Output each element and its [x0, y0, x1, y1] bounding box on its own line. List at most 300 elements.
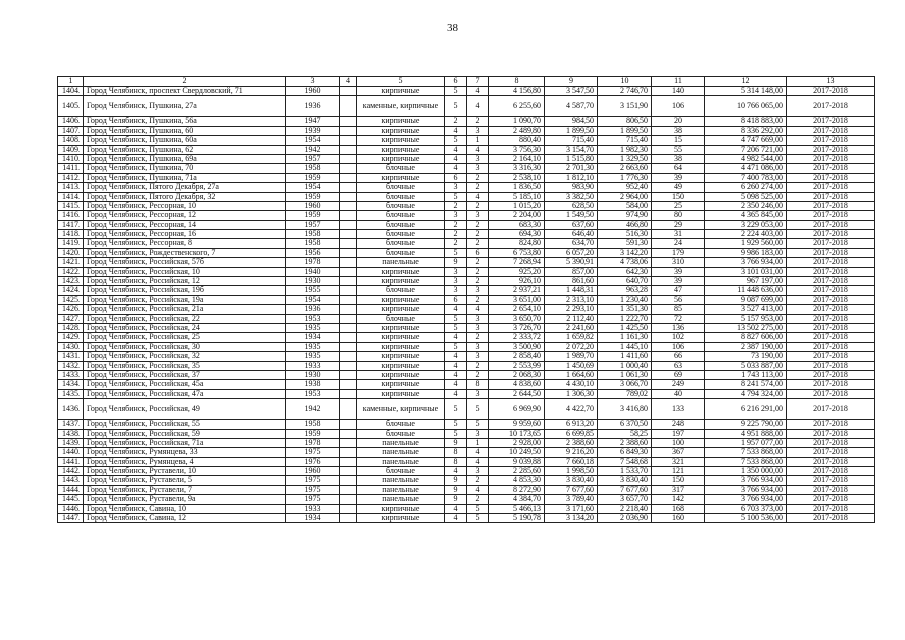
repair-period-cell: 2017-2018 [787, 248, 875, 257]
owned-area-cell: 1 533,70 [598, 467, 652, 476]
year-built-cell: 1934 [286, 514, 340, 523]
owned-area-cell: 1 161,30 [598, 333, 652, 342]
entrances-cell: 5 [467, 504, 489, 513]
total-area-cell: 2 489,80 [489, 126, 545, 135]
col-4-cell [340, 361, 357, 370]
repair-period-cell: 2017-2018 [787, 504, 875, 513]
year-built-cell: 1935 [286, 342, 340, 351]
address-cell: Город Челябинск, Рессорная, 14 [84, 220, 286, 229]
address-cell: Город Челябинск, Российская, 45а [84, 380, 286, 389]
address-cell: Город Челябинск, Российская, 57б [84, 258, 286, 267]
entrances-cell: 5 [467, 399, 489, 420]
residential-area-cell: 1 448,31 [545, 286, 598, 295]
row-number-cell: 1423. [58, 277, 84, 286]
col-4-cell [340, 314, 357, 323]
entrances-cell: 4 [467, 87, 489, 96]
table-row [58, 126, 875, 135]
floors-cell: 4 [445, 380, 467, 389]
year-built-cell: 1959 [286, 173, 340, 182]
address-cell: Город Челябинск, Российская, 10 [84, 267, 286, 276]
table-row [58, 173, 875, 182]
table-row [58, 389, 875, 398]
year-built-cell: 1942 [286, 399, 340, 420]
residential-area-cell: 2 112,40 [545, 314, 598, 323]
floors-cell: 2 [445, 201, 467, 210]
year-built-cell: 1959 [286, 429, 340, 438]
floors-cell: 5 [445, 420, 467, 429]
estimated-cost-cell: 3 527 413,00 [705, 305, 787, 314]
entrances-cell: 3 [467, 429, 489, 438]
residential-area-cell: 2 072,20 [545, 342, 598, 351]
address-cell: Город Челябинск, Руставели, 5 [84, 476, 286, 485]
repair-period-cell: 2017-2018 [787, 305, 875, 314]
wall-material-cell: кирпичные [357, 267, 445, 276]
header-cell: 6 [445, 77, 467, 87]
total-area-cell: 2 928,00 [489, 438, 545, 447]
estimated-cost-cell: 4 951 888,00 [705, 429, 787, 438]
year-built-cell: 1954 [286, 295, 340, 304]
row-number-cell: 1427. [58, 314, 84, 323]
entrances-cell: 2 [467, 277, 489, 286]
table-row [58, 448, 875, 457]
address-cell: Город Челябинск, Пушкина, 60 [84, 126, 286, 135]
entrances-cell: 8 [467, 380, 489, 389]
residents-cell: 142 [652, 495, 705, 504]
residents-cell: 133 [652, 399, 705, 420]
floors-cell: 2 [445, 230, 467, 239]
residential-area-cell: 4 430,10 [545, 380, 598, 389]
address-cell: Город Челябинск, Российская, 19б [84, 286, 286, 295]
residential-area-cell: 2 701,30 [545, 164, 598, 173]
row-number-cell: 1420. [58, 248, 84, 257]
floors-cell: 2 [445, 220, 467, 229]
year-built-cell: 1935 [286, 323, 340, 332]
table-row [58, 314, 875, 323]
row-number-cell: 1431. [58, 352, 84, 361]
page-number: 38 [447, 22, 458, 34]
owned-area-cell: 2 663,60 [598, 164, 652, 173]
residents-cell: 69 [652, 370, 705, 379]
floors-cell: 4 [445, 370, 467, 379]
table-row [58, 399, 875, 420]
residential-area-cell: 861,60 [545, 277, 598, 286]
col-4-cell [340, 504, 357, 513]
wall-material-cell: кирпичные [357, 504, 445, 513]
repair-period-cell: 2017-2018 [787, 230, 875, 239]
wall-material-cell: кирпичные [357, 117, 445, 126]
wall-material-cell: кирпичные [357, 389, 445, 398]
row-number-cell: 1445. [58, 495, 84, 504]
residential-area-cell: 2 241,60 [545, 323, 598, 332]
residential-area-cell: 983,90 [545, 183, 598, 192]
entrances-cell: 4 [467, 96, 489, 117]
col-4-cell [340, 211, 357, 220]
entrances-cell: 3 [467, 154, 489, 163]
address-cell: Город Челябинск, Российская, 37 [84, 370, 286, 379]
residents-cell: 179 [652, 248, 705, 257]
floors-cell: 4 [445, 126, 467, 135]
wall-material-cell: панельные [357, 457, 445, 466]
col-4-cell [340, 305, 357, 314]
owned-area-cell: 3 066,70 [598, 380, 652, 389]
year-built-cell: 1956 [286, 248, 340, 257]
entrances-cell: 2 [467, 220, 489, 229]
owned-area-cell: 642,30 [598, 267, 652, 276]
header-cell: 4 [340, 77, 357, 87]
table-row [58, 429, 875, 438]
entrances-cell: 2 [467, 495, 489, 504]
address-cell: Город Челябинск, Пушкина, 71а [84, 173, 286, 182]
residents-cell: 136 [652, 323, 705, 332]
owned-area-cell: 1 425,50 [598, 323, 652, 332]
address-cell: Город Челябинск, Пушкина, 56а [84, 117, 286, 126]
total-area-cell: 4 838,60 [489, 380, 545, 389]
year-built-cell: 1955 [286, 286, 340, 295]
table-row [58, 211, 875, 220]
total-area-cell: 7 268,94 [489, 258, 545, 267]
year-built-cell: 1930 [286, 370, 340, 379]
repair-period-cell: 2017-2018 [787, 429, 875, 438]
wall-material-cell: панельные [357, 495, 445, 504]
wall-material-cell: кирпичные [357, 370, 445, 379]
residential-area-cell: 5 390,91 [545, 258, 598, 267]
wall-material-cell: блочные [357, 230, 445, 239]
floors-cell: 4 [445, 305, 467, 314]
col-4-cell [340, 333, 357, 342]
residents-cell: 47 [652, 286, 705, 295]
table-row [58, 514, 875, 523]
col-4-cell [340, 154, 357, 163]
residents-cell: 102 [652, 333, 705, 342]
repair-period-cell: 2017-2018 [787, 314, 875, 323]
wall-material-cell: кирпичные [357, 126, 445, 135]
entrances-cell: 3 [467, 342, 489, 351]
total-area-cell: 8 272,90 [489, 485, 545, 494]
residents-cell: 168 [652, 504, 705, 513]
col-4-cell [340, 448, 357, 457]
row-number-cell: 1430. [58, 342, 84, 351]
estimated-cost-cell: 8 336 292,00 [705, 126, 787, 135]
owned-area-cell: 2 388,60 [598, 438, 652, 447]
table-row [58, 117, 875, 126]
wall-material-cell: блочные [357, 420, 445, 429]
entrances-cell: 3 [467, 323, 489, 332]
floors-cell: 6 [445, 173, 467, 182]
col-4-cell [340, 248, 357, 257]
total-area-cell: 2 164,10 [489, 154, 545, 163]
floors-cell: 8 [445, 457, 467, 466]
estimated-cost-cell: 5 314 148,00 [705, 87, 787, 96]
entrances-cell: 3 [467, 211, 489, 220]
header-cell: 11 [652, 77, 705, 87]
year-built-cell: 1933 [286, 361, 340, 370]
repair-period-cell: 2017-2018 [787, 136, 875, 145]
wall-material-cell: каменные, кирпичные [357, 399, 445, 420]
residents-cell: 140 [652, 87, 705, 96]
repair-period-cell: 2017-2018 [787, 495, 875, 504]
residents-cell: 56 [652, 295, 705, 304]
year-built-cell: 1940 [286, 267, 340, 276]
entrances-cell: 4 [467, 192, 489, 201]
floors-cell: 4 [445, 389, 467, 398]
year-built-cell: 1953 [286, 314, 340, 323]
total-area-cell: 694,30 [489, 230, 545, 239]
col-4-cell [340, 201, 357, 210]
estimated-cost-cell: 6 216 291,00 [705, 399, 787, 420]
col-4-cell [340, 467, 357, 476]
floors-cell: 4 [445, 154, 467, 163]
header-cell: 5 [357, 77, 445, 87]
wall-material-cell: кирпичные [357, 173, 445, 182]
col-4-cell [340, 295, 357, 304]
table-row [58, 230, 875, 239]
row-number-cell: 1439. [58, 438, 84, 447]
estimated-cost-cell: 4 794 324,00 [705, 389, 787, 398]
owned-area-cell: 516,30 [598, 230, 652, 239]
estimated-cost-cell: 13 502 275,00 [705, 323, 787, 332]
total-area-cell: 4 156,80 [489, 87, 545, 96]
residents-cell: 39 [652, 173, 705, 182]
total-area-cell: 4 384,70 [489, 495, 545, 504]
address-cell: Город Челябинск, Румянцева, 33 [84, 448, 286, 457]
year-built-cell: 1959 [286, 192, 340, 201]
year-built-cell: 1960 [286, 467, 340, 476]
col-4-cell [340, 429, 357, 438]
repair-period-cell: 2017-2018 [787, 399, 875, 420]
row-number-cell: 1424. [58, 286, 84, 295]
residential-area-cell: 3 382,50 [545, 192, 598, 201]
residents-cell: 25 [652, 201, 705, 210]
entrances-cell: 3 [467, 126, 489, 135]
total-area-cell: 3 651,00 [489, 295, 545, 304]
estimated-cost-cell: 5 100 536,00 [705, 514, 787, 523]
row-number-cell: 1421. [58, 258, 84, 267]
residential-area-cell: 2 293,10 [545, 305, 598, 314]
wall-material-cell: кирпичные [357, 333, 445, 342]
repair-period-cell: 2017-2018 [787, 361, 875, 370]
row-number-cell: 1435. [58, 389, 84, 398]
residential-area-cell: 3 154,70 [545, 145, 598, 154]
repair-period-cell: 2017-2018 [787, 448, 875, 457]
wall-material-cell: блочные [357, 211, 445, 220]
floors-cell: 5 [445, 248, 467, 257]
wall-material-cell: панельные [357, 485, 445, 494]
owned-area-cell: 715,40 [598, 136, 652, 145]
total-area-cell: 1 015,20 [489, 201, 545, 210]
total-area-cell: 2 333,72 [489, 333, 545, 342]
repair-period-cell: 2017-2018 [787, 126, 875, 135]
residential-area-cell: 3 134,20 [545, 514, 598, 523]
address-cell: Город Челябинск, Российская, 59 [84, 429, 286, 438]
entrances-cell: 4 [467, 145, 489, 154]
residents-cell: 317 [652, 485, 705, 494]
col-4-cell [340, 352, 357, 361]
owned-area-cell: 640,70 [598, 277, 652, 286]
estimated-cost-cell: 7 206 721,00 [705, 145, 787, 154]
row-number-cell: 1433. [58, 370, 84, 379]
residential-area-cell: 9 216,20 [545, 448, 598, 457]
table-row [58, 504, 875, 513]
entrances-cell: 5 [467, 514, 489, 523]
owned-area-cell: 952,40 [598, 183, 652, 192]
address-cell: Город Челябинск, Российская, 22 [84, 314, 286, 323]
entrances-cell: 2 [467, 230, 489, 239]
year-built-cell: 1930 [286, 277, 340, 286]
floors-cell: 3 [445, 267, 467, 276]
floors-cell: 5 [445, 136, 467, 145]
table-row [58, 476, 875, 485]
floors-cell: 5 [445, 342, 467, 351]
residents-cell: 55 [652, 145, 705, 154]
estimated-cost-cell: 2 387 190,00 [705, 342, 787, 351]
entrances-cell: 3 [467, 389, 489, 398]
repair-period-cell: 2017-2018 [787, 154, 875, 163]
repair-period-cell: 2017-2018 [787, 211, 875, 220]
total-area-cell: 4 853,30 [489, 476, 545, 485]
table-row [58, 305, 875, 314]
residential-area-cell: 7 677,60 [545, 485, 598, 494]
wall-material-cell: панельные [357, 448, 445, 457]
year-built-cell: 1978 [286, 438, 340, 447]
floors-cell: 4 [445, 333, 467, 342]
residential-area-cell: 1 306,30 [545, 389, 598, 398]
address-cell: Город Челябинск, Российская, 55 [84, 420, 286, 429]
year-built-cell: 1976 [286, 457, 340, 466]
owned-area-cell: 3 416,80 [598, 399, 652, 420]
wall-material-cell: блочные [357, 248, 445, 257]
residents-cell: 38 [652, 126, 705, 135]
col-4-cell [340, 514, 357, 523]
entrances-cell: 2 [467, 333, 489, 342]
floors-cell: 3 [445, 277, 467, 286]
wall-material-cell: блочные [357, 220, 445, 229]
address-cell: Город Челябинск, Пушкина, 69а [84, 154, 286, 163]
owned-area-cell: 1 411,60 [598, 352, 652, 361]
col-4-cell [340, 370, 357, 379]
total-area-cell: 1 090,70 [489, 117, 545, 126]
residential-area-cell: 4 422,70 [545, 399, 598, 420]
floors-cell: 9 [445, 495, 467, 504]
total-area-cell: 2 204,00 [489, 211, 545, 220]
housing-register-table [57, 76, 875, 523]
col-4-cell [340, 476, 357, 485]
residents-cell: 80 [652, 211, 705, 220]
year-built-cell: 1978 [286, 258, 340, 267]
residents-cell: 160 [652, 514, 705, 523]
total-area-cell: 3 756,30 [489, 145, 545, 154]
estimated-cost-cell: 9 225 790,00 [705, 420, 787, 429]
residential-area-cell: 1 659,82 [545, 333, 598, 342]
owned-area-cell: 6 849,30 [598, 448, 652, 457]
entrances-cell: 3 [467, 467, 489, 476]
col-4-cell [340, 164, 357, 173]
owned-area-cell: 2 036,90 [598, 514, 652, 523]
address-cell: Город Челябинск, Российская, 21а [84, 305, 286, 314]
table-row [58, 361, 875, 370]
floors-cell: 9 [445, 485, 467, 494]
total-area-cell: 824,80 [489, 239, 545, 248]
residential-area-cell: 3 547,50 [545, 87, 598, 96]
table-row [58, 258, 875, 267]
total-area-cell: 1 836,50 [489, 183, 545, 192]
owned-area-cell: 1 222,70 [598, 314, 652, 323]
residential-area-cell: 1 515,80 [545, 154, 598, 163]
owned-area-cell: 591,30 [598, 239, 652, 248]
entrances-cell: 3 [467, 352, 489, 361]
residential-area-cell: 6 913,20 [545, 420, 598, 429]
wall-material-cell: блочные [357, 192, 445, 201]
repair-period-cell: 2017-2018 [787, 333, 875, 342]
address-cell: Город Челябинск, Пятого Декабря, 32 [84, 192, 286, 201]
entrances-cell: 4 [467, 448, 489, 457]
address-cell: Город Челябинск, Российская, 35 [84, 361, 286, 370]
residential-area-cell: 1 989,70 [545, 352, 598, 361]
repair-period-cell: 2017-2018 [787, 239, 875, 248]
total-area-cell: 5 190,78 [489, 514, 545, 523]
year-built-cell: 1954 [286, 136, 340, 145]
floors-cell: 8 [445, 448, 467, 457]
repair-period-cell: 2017-2018 [787, 220, 875, 229]
residents-cell: 150 [652, 476, 705, 485]
residents-cell: 197 [652, 429, 705, 438]
residents-cell: 72 [652, 314, 705, 323]
table-row [58, 495, 875, 504]
table-row [58, 183, 875, 192]
residents-cell: 106 [652, 342, 705, 351]
address-cell: Город Челябинск, Пушкина, 62 [84, 145, 286, 154]
floors-cell: 5 [445, 192, 467, 201]
total-area-cell: 6 255,60 [489, 96, 545, 117]
residential-area-cell: 637,60 [545, 220, 598, 229]
residential-area-cell: 1 899,50 [545, 126, 598, 135]
col-4-cell [340, 277, 357, 286]
wall-material-cell: блочные [357, 201, 445, 210]
table-row [58, 467, 875, 476]
entrances-cell: 2 [467, 370, 489, 379]
floors-cell: 3 [445, 286, 467, 295]
estimated-cost-cell: 8 418 883,00 [705, 117, 787, 126]
wall-material-cell: кирпичные [357, 514, 445, 523]
wall-material-cell: кирпичные [357, 145, 445, 154]
address-cell: Город Челябинск, Российская, 19а [84, 295, 286, 304]
total-area-cell: 2 068,30 [489, 370, 545, 379]
estimated-cost-cell: 8 827 606,00 [705, 333, 787, 342]
row-number-cell: 1436. [58, 399, 84, 420]
address-cell: Город Челябинск, Российская, 12 [84, 277, 286, 286]
floors-cell: 6 [445, 295, 467, 304]
residents-cell: 15 [652, 136, 705, 145]
estimated-cost-cell: 3 766 934,00 [705, 485, 787, 494]
col-4-cell [340, 438, 357, 447]
table-row [58, 267, 875, 276]
owned-area-cell: 2 746,70 [598, 87, 652, 96]
table-row [58, 96, 875, 117]
total-area-cell: 880,40 [489, 136, 545, 145]
total-area-cell: 5 185,10 [489, 192, 545, 201]
row-number-cell: 1429. [58, 333, 84, 342]
wall-material-cell: кирпичные [357, 323, 445, 332]
residential-area-cell: 6 057,20 [545, 248, 598, 257]
floors-cell: 9 [445, 476, 467, 485]
wall-material-cell: кирпичные [357, 277, 445, 286]
year-built-cell: 1936 [286, 96, 340, 117]
estimated-cost-cell: 967 197,00 [705, 277, 787, 286]
wall-material-cell: панельные [357, 438, 445, 447]
col-4-cell [340, 457, 357, 466]
year-built-cell: 1975 [286, 485, 340, 494]
owned-area-cell: 1 982,30 [598, 145, 652, 154]
estimated-cost-cell: 11 448 636,00 [705, 286, 787, 295]
